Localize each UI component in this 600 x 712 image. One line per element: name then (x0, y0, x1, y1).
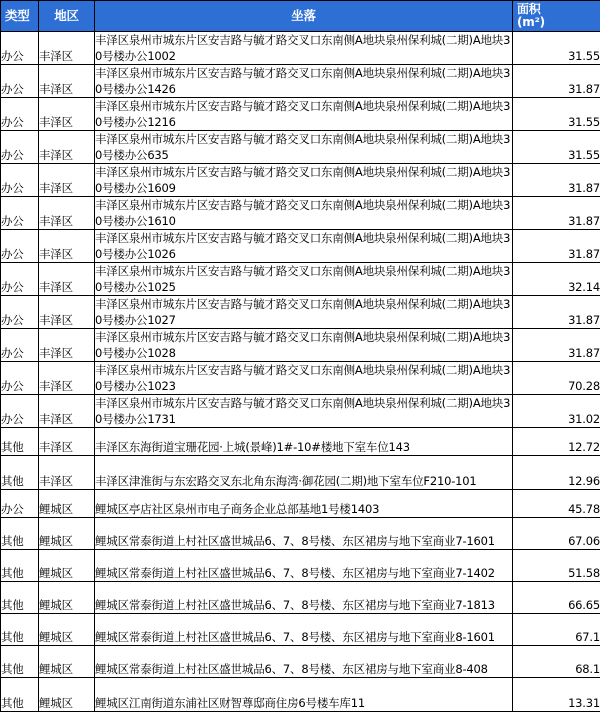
table-row (1, 32, 600, 65)
header-district: 地区 (39, 1, 95, 32)
cell-type: 办公 (1, 131, 39, 164)
cell-area: 45.78 (513, 490, 600, 518)
cell-district: 丰泽区 (39, 65, 95, 98)
cell-location (95, 329, 513, 362)
cell-location-text: 丰泽区泉州市城东片区安吉路与毓才路交叉口东南侧A地块泉州保利城(二期)A地块30号楼办公1025 (95, 263, 512, 295)
cell-location-text: 丰泽区津淮街与东宏路交叉东北角东海湾·御花园(二期)地下室车位F210-101 (95, 473, 512, 489)
header-row (1, 1, 600, 32)
cell-location (95, 678, 513, 712)
cell-area: 70.28 (513, 362, 600, 395)
table-row (1, 230, 600, 263)
cell-location (95, 263, 513, 296)
cell-area: 31.87 (513, 329, 600, 362)
table-row (1, 65, 600, 98)
header-area-label: 面积 (517, 3, 600, 16)
header-area-unit: (m²) (517, 16, 600, 29)
cell-location (95, 164, 513, 197)
cell-location (95, 646, 513, 678)
cell-area: 13.31 (513, 678, 600, 712)
cell-district: 丰泽区 (39, 131, 95, 164)
cell-type: 办公 (1, 296, 39, 329)
cell-district: 鲤城区 (39, 614, 95, 646)
cell-type: 办公 (1, 263, 39, 296)
cell-district: 丰泽区 (39, 395, 95, 428)
cell-area: 66.65 (513, 582, 600, 614)
cell-location-text: 丰泽区泉州市城东片区安吉路与毓才路交叉口东南侧A地块泉州保利城(二期)A地块30号楼办公1426 (95, 65, 512, 97)
cell-district: 鲤城区 (39, 490, 95, 518)
table-row (1, 164, 600, 197)
cell-area: 31.55 (513, 131, 600, 164)
cell-type: 办公 (1, 329, 39, 362)
cell-location-text: 丰泽区泉州市城东片区安吉路与毓才路交叉口东南侧A地块泉州保利城(二期)A地块30号楼办公1002 (95, 32, 512, 64)
table-row (1, 550, 600, 582)
cell-district: 丰泽区 (39, 230, 95, 263)
cell-location (95, 614, 513, 646)
header-area (513, 1, 600, 32)
table-row (1, 646, 600, 678)
cell-type: 其他 (1, 518, 39, 550)
cell-district: 鲤城区 (39, 518, 95, 550)
cell-district: 丰泽区 (39, 329, 95, 362)
cell-area: 67.06 (513, 518, 600, 550)
cell-type: 其他 (1, 646, 39, 678)
cell-district: 丰泽区 (39, 296, 95, 329)
cell-location (95, 456, 513, 490)
table-row (1, 614, 600, 646)
cell-location-text: 鲤城区常泰街道上村社区盛世城品6、7、8号楼、东区裙房与地下室商业7-1601 (95, 533, 512, 549)
cell-location (95, 65, 513, 98)
cell-location-text: 丰泽区泉州市城东片区安吉路与毓才路交叉口东南侧A地块泉州保利城(二期)A地块30号楼办公1028 (95, 329, 512, 361)
table-body (1, 32, 600, 712)
cell-area: 31.87 (513, 65, 600, 98)
cell-location-text: 鲤城区常泰街道上村社区盛世城品6、7、8号楼、东区裙房与地下室商业8-1601 (95, 629, 512, 645)
cell-location-text: 丰泽区东海街道宝珊花园·上城(景峰)1#-10#楼地下室车位143 (95, 439, 512, 455)
table-row (1, 329, 600, 362)
cell-type: 办公 (1, 65, 39, 98)
table-row (1, 263, 600, 296)
cell-type: 其他 (1, 678, 39, 712)
table-row (1, 456, 600, 490)
cell-type: 办公 (1, 164, 39, 197)
cell-location-text: 丰泽区泉州市城东片区安吉路与毓才路交叉口东南侧A地块泉州保利城(二期)A地块30号楼办公1216 (95, 98, 512, 130)
cell-location-text: 丰泽区泉州市城东片区安吉路与毓才路交叉口东南侧A地块泉州保利城(二期)A地块30号楼办公1731 (95, 395, 512, 427)
cell-location (95, 98, 513, 131)
cell-area: 31.55 (513, 32, 600, 65)
cell-area: 12.96 (513, 456, 600, 490)
cell-district: 丰泽区 (39, 32, 95, 65)
cell-district: 鲤城区 (39, 550, 95, 582)
cell-type: 办公 (1, 490, 39, 518)
cell-area: 31.87 (513, 296, 600, 329)
table-row (1, 678, 600, 712)
cell-location (95, 582, 513, 614)
cell-location (95, 230, 513, 263)
cell-area: 31.87 (513, 197, 600, 230)
cell-type: 其他 (1, 582, 39, 614)
cell-location-text: 鲤城区亭店社区泉州市电子商务企业总部基地1号楼1403 (95, 501, 512, 517)
table-row (1, 197, 600, 230)
header-type: 类型 (1, 1, 39, 32)
cell-location-text: 丰泽区泉州市城东片区安吉路与毓才路交叉口东南侧A地块泉州保利城(二期)A地块30号楼办公1023 (95, 362, 512, 394)
cell-area: 31.02 (513, 395, 600, 428)
cell-area: 51.58 (513, 550, 600, 582)
cell-location-text: 鲤城区江南街道东浦社区财智尊邸商住房6号楼车库11 (95, 695, 512, 711)
table-row (1, 296, 600, 329)
table-row (1, 362, 600, 395)
cell-location (95, 32, 513, 65)
cell-location (95, 550, 513, 582)
cell-type: 其他 (1, 550, 39, 582)
cell-area: 67.1 (513, 614, 600, 646)
cell-area: 31.55 (513, 98, 600, 131)
cell-type: 其他 (1, 428, 39, 456)
cell-district: 鲤城区 (39, 678, 95, 712)
cell-area: 32.14 (513, 263, 600, 296)
cell-district: 丰泽区 (39, 98, 95, 131)
cell-location (95, 131, 513, 164)
cell-location-text: 丰泽区泉州市城东片区安吉路与毓才路交叉口东南侧A地块泉州保利城(二期)A地块30号楼办公1027 (95, 296, 512, 328)
cell-location-text: 丰泽区泉州市城东片区安吉路与毓才路交叉口东南侧A地块泉州保利城(二期)A地块30号楼办公1610 (95, 197, 512, 229)
cell-area: 12.72 (513, 428, 600, 456)
cell-location (95, 362, 513, 395)
cell-district: 鲤城区 (39, 646, 95, 678)
cell-location-text: 丰泽区泉州市城东片区安吉路与毓才路交叉口东南侧A地块泉州保利城(二期)A地块30号楼办公1026 (95, 230, 512, 262)
cell-district: 丰泽区 (39, 362, 95, 395)
table-row (1, 131, 600, 164)
cell-district: 丰泽区 (39, 164, 95, 197)
cell-location-text: 丰泽区泉州市城东片区安吉路与毓才路交叉口东南侧A地块泉州保利城(二期)A地块30号楼办公635 (95, 131, 512, 163)
cell-type: 其他 (1, 456, 39, 490)
table-row (1, 395, 600, 428)
cell-location-text: 丰泽区泉州市城东片区安吉路与毓才路交叉口东南侧A地块泉州保利城(二期)A地块30号楼办公1609 (95, 164, 512, 196)
cell-district: 鲤城区 (39, 582, 95, 614)
cell-location-text: 鲤城区常泰街道上村社区盛世城品6、7、8号楼、东区裙房与地下室商业8-408 (95, 661, 512, 677)
cell-area: 68.1 (513, 646, 600, 678)
cell-type: 办公 (1, 362, 39, 395)
cell-location-text: 鲤城区常泰街道上村社区盛世城品6、7、8号楼、东区裙房与地下室商业7-1813 (95, 597, 512, 613)
cell-location (95, 296, 513, 329)
table-row (1, 98, 600, 131)
cell-type: 办公 (1, 230, 39, 263)
cell-district: 丰泽区 (39, 263, 95, 296)
table-row (1, 518, 600, 550)
cell-location (95, 395, 513, 428)
cell-location (95, 428, 513, 456)
cell-location (95, 490, 513, 518)
cell-location-text: 鲤城区常泰街道上村社区盛世城品6、7、8号楼、东区裙房与地下室商业7-1402 (95, 565, 512, 581)
table-row (1, 490, 600, 518)
cell-area: 31.87 (513, 164, 600, 197)
table-row (1, 428, 600, 456)
cell-location (95, 197, 513, 230)
cell-type: 办公 (1, 98, 39, 131)
table-row (1, 582, 600, 614)
header-location: 坐落 (95, 1, 513, 32)
cell-district: 丰泽区 (39, 428, 95, 456)
cell-type: 办公 (1, 32, 39, 65)
cell-location (95, 518, 513, 550)
cell-district: 丰泽区 (39, 456, 95, 490)
cell-type: 其他 (1, 614, 39, 646)
cell-area: 31.87 (513, 230, 600, 263)
cell-district: 丰泽区 (39, 197, 95, 230)
cell-type: 办公 (1, 197, 39, 230)
cell-type: 办公 (1, 395, 39, 428)
